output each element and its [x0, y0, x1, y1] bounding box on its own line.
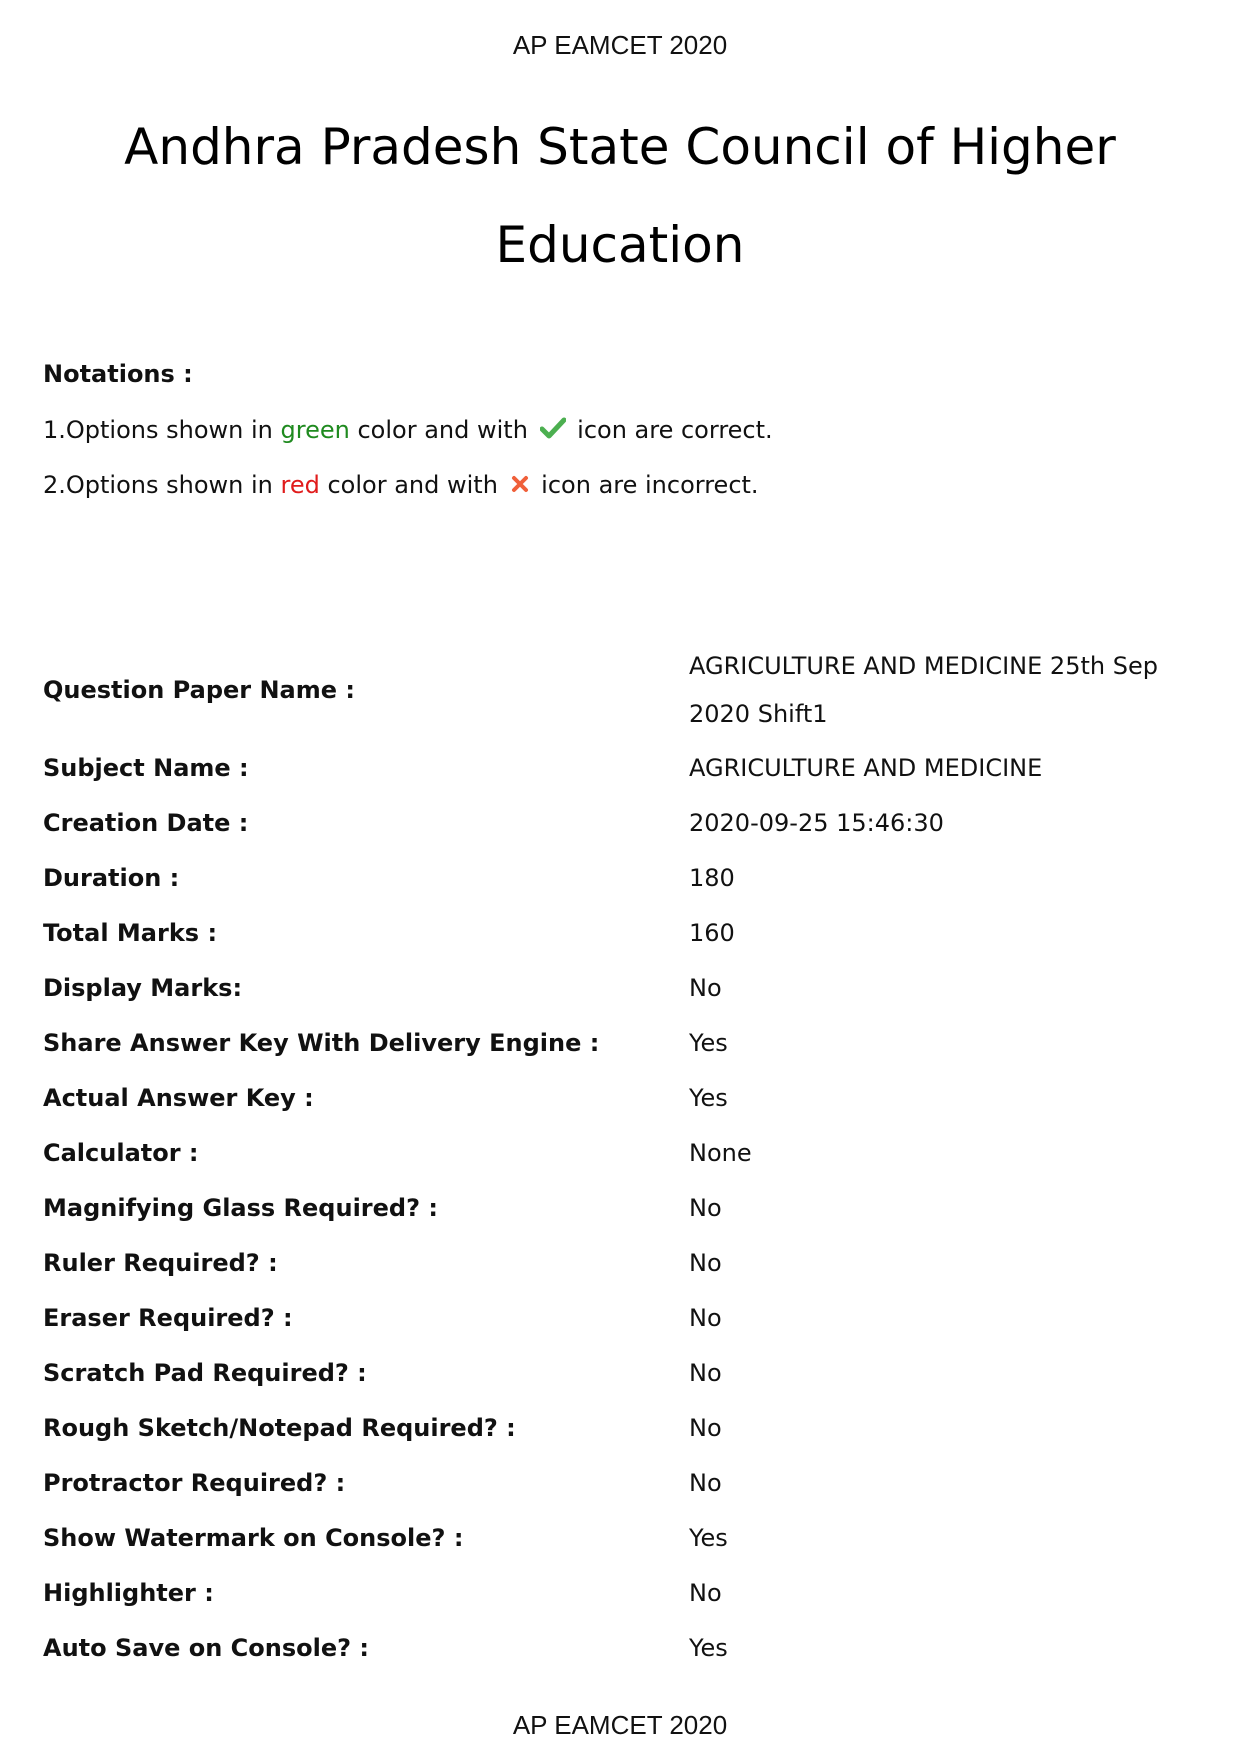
notation-incorrect-prefix: 2.Options shown in — [43, 471, 281, 499]
detail-label: Scratch Pad Required? : — [43, 1358, 367, 1387]
detail-row-actual-answer-key — [43, 1070, 1203, 1125]
notation-incorrect-middle: color and with — [319, 471, 506, 499]
detail-row-eraser — [43, 1290, 1203, 1345]
page-header: AP EAMCET 2020 — [512, 30, 728, 60]
detail-value: None — [689, 1138, 752, 1167]
detail-value: No — [689, 1248, 722, 1277]
detail-value: Yes — [689, 1028, 728, 1057]
notation-correct-prefix: 1.Options shown in — [43, 416, 281, 444]
detail-value: No — [689, 1358, 722, 1387]
cross-icon — [510, 466, 530, 506]
detail-label: Protractor Required? : — [43, 1468, 346, 1497]
detail-row-subject-name — [43, 740, 1203, 795]
detail-label: Eraser Required? : — [43, 1303, 293, 1332]
detail-row-display-marks — [43, 960, 1203, 1015]
detail-row-share-answer-key — [43, 1015, 1203, 1070]
detail-value: Yes — [689, 1633, 728, 1662]
notation-correct-middle: color and with — [349, 416, 536, 444]
detail-label: Magnifying Glass Required? : — [43, 1193, 438, 1222]
page-footer: AP EAMCET 2020 — [512, 1710, 728, 1740]
detail-label: Ruler Required? : — [43, 1248, 278, 1277]
detail-label: Rough Sketch/Notepad Required? : — [43, 1413, 516, 1442]
detail-label: Subject Name : — [43, 753, 249, 782]
detail-label: Display Marks: — [43, 973, 243, 1002]
detail-row-total-marks — [43, 905, 1203, 960]
detail-value: No — [689, 1193, 722, 1222]
detail-row-creation-date — [43, 795, 1203, 850]
detail-row-highlighter — [43, 1565, 1203, 1620]
detail-row-scratch-pad — [43, 1345, 1203, 1400]
notation-incorrect-suffix: icon are incorrect. — [533, 471, 759, 499]
detail-row-show-watermark — [43, 1510, 1203, 1565]
detail-value: Yes — [689, 1523, 728, 1552]
detail-value: No — [689, 1578, 722, 1607]
detail-value: 160 — [689, 918, 735, 947]
detail-row-calculator — [43, 1125, 1203, 1180]
detail-row-magnifying-glass — [43, 1180, 1203, 1235]
detail-value: 180 — [689, 863, 735, 892]
detail-value: No — [689, 973, 722, 1002]
notation-correct-color-word: green — [280, 416, 350, 444]
detail-value: No — [689, 1413, 722, 1442]
detail-label: Duration : — [43, 863, 180, 892]
detail-label: Show Watermark on Console? : — [43, 1523, 464, 1552]
notations-section — [43, 354, 1193, 520]
detail-value: No — [689, 1303, 722, 1332]
detail-label: Calculator : — [43, 1138, 199, 1167]
notation-incorrect — [43, 465, 1193, 505]
page-title: Andhra Pradesh State Council of Higher Education — [124, 118, 1116, 274]
detail-value: 2020-09-25 15:46:30 — [689, 808, 944, 837]
question-paper-details — [43, 640, 1203, 1675]
detail-label: Highlighter : — [43, 1578, 214, 1607]
detail-value: AGRICULTURE AND MEDICINE 25th Sep 2020 Shift1 — [689, 652, 1158, 728]
detail-row-question-paper-name — [43, 640, 1203, 740]
detail-row-protractor — [43, 1455, 1203, 1510]
detail-label: Total Marks : — [43, 918, 218, 947]
detail-value: Yes — [689, 1083, 728, 1112]
detail-label: Share Answer Key With Delivery Engine : — [43, 1028, 600, 1057]
detail-label: Actual Answer Key : — [43, 1083, 314, 1112]
detail-value: No — [689, 1468, 722, 1497]
notation-correct — [43, 410, 1193, 450]
detail-row-rough-sketch — [43, 1400, 1203, 1455]
detail-value: AGRICULTURE AND MEDICINE — [689, 753, 1043, 782]
detail-row-auto-save — [43, 1620, 1203, 1675]
detail-label: Creation Date : — [43, 808, 249, 837]
notation-incorrect-color-word: red — [280, 471, 320, 499]
detail-row-ruler — [43, 1235, 1203, 1290]
detail-row-duration — [43, 850, 1203, 905]
check-icon — [540, 411, 566, 451]
detail-label: Auto Save on Console? : — [43, 1633, 370, 1662]
detail-label: Question Paper Name : — [43, 676, 355, 704]
notations-heading: Notations : — [43, 360, 193, 388]
notation-correct-suffix: icon are correct. — [569, 416, 773, 444]
